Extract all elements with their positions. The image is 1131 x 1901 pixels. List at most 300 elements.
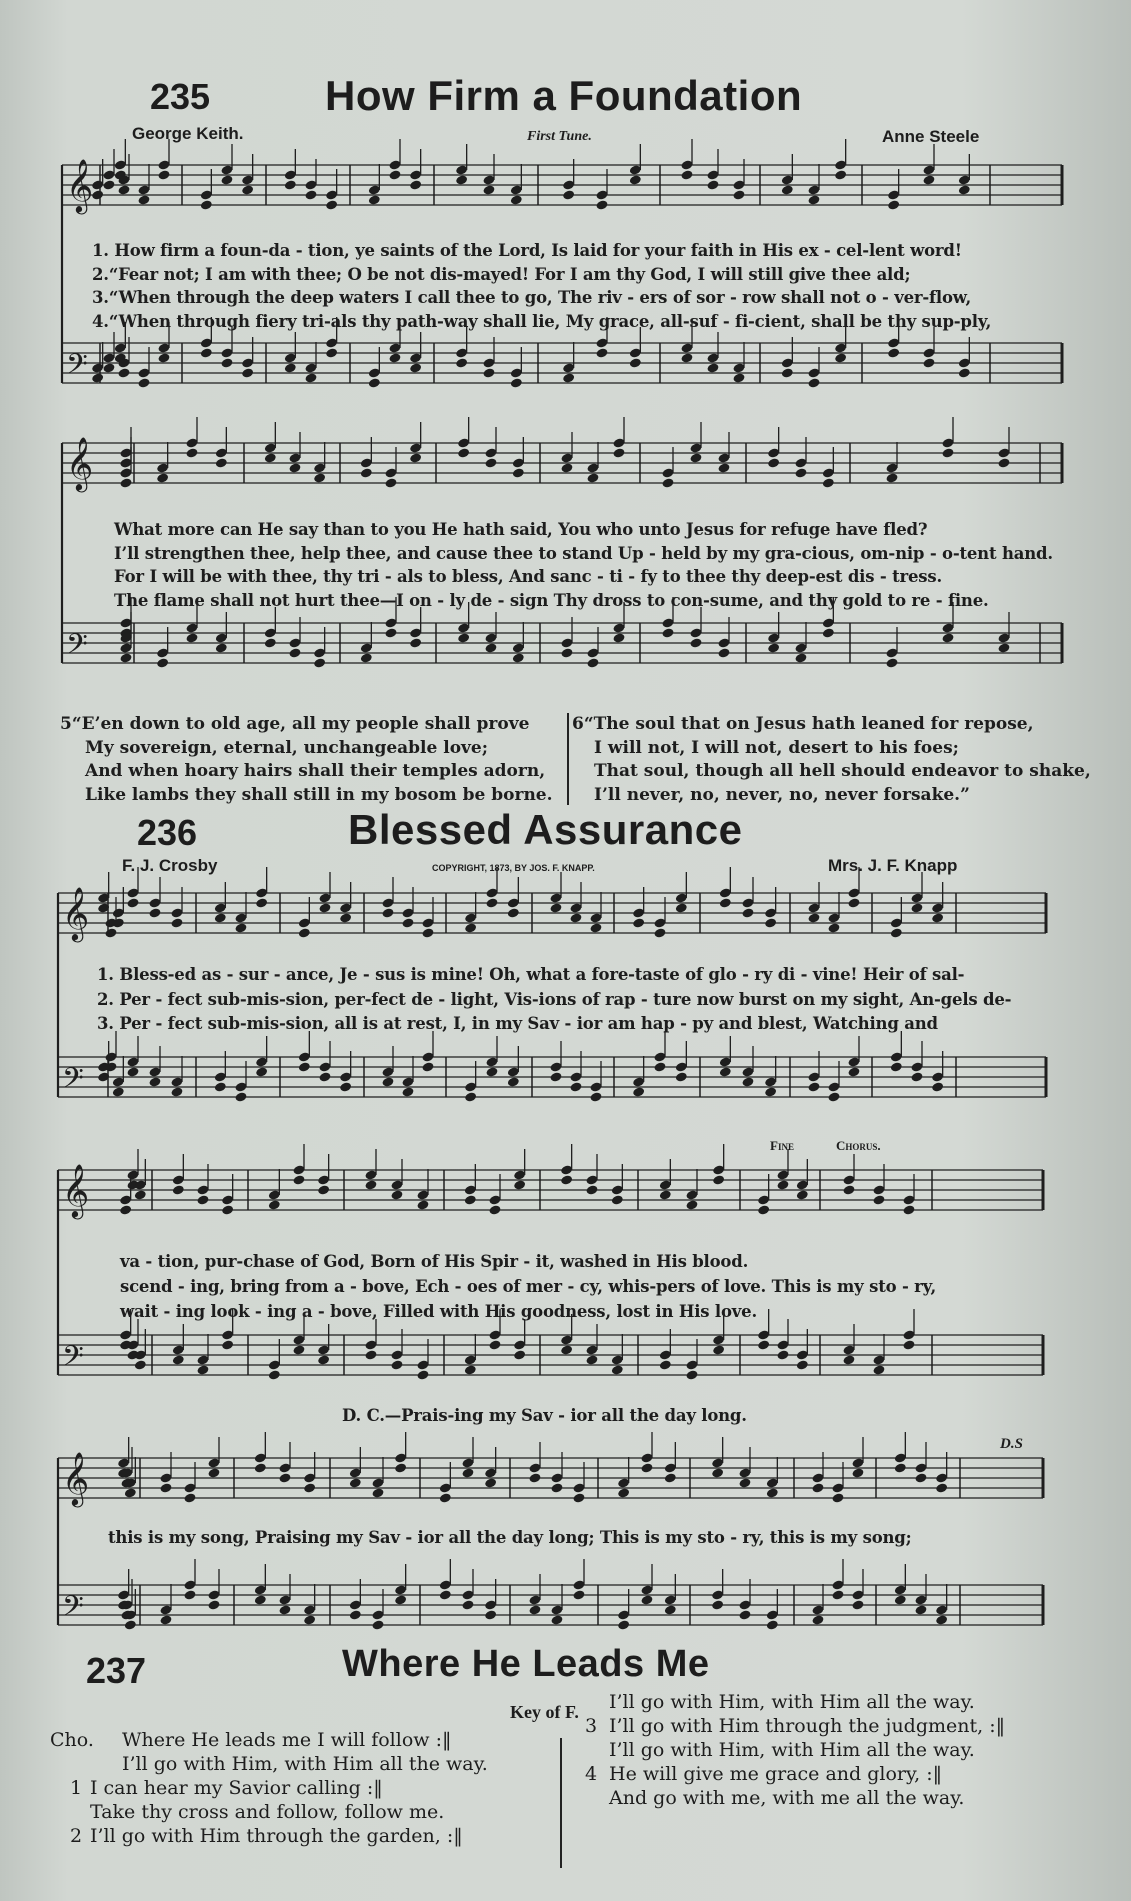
hymn-number: 236 — [137, 812, 198, 853]
note-head — [842, 1184, 855, 1195]
verse-divider — [567, 713, 569, 805]
note-head — [183, 1492, 196, 1503]
lyric-line: 1. Bless-ed as - sur - ance, Je - sus is mine! Oh, what a fore-taste of glo - ry di - vine! Heir of sal- — [97, 965, 965, 984]
note-head — [680, 352, 693, 363]
note-head — [214, 912, 227, 923]
note-head — [732, 189, 745, 200]
note-head — [685, 1369, 698, 1380]
lyric-line: 2.“Fear not; I am with thee; O be not dis-mayed! For I am thy God, I will still give thee ald; — [92, 264, 911, 284]
note-head — [482, 367, 495, 378]
note-head — [640, 1594, 653, 1605]
note-head — [339, 912, 352, 923]
note-head — [885, 472, 898, 483]
lyric-line: 4.“When through fiery tri-als thy path-way shall lie, My grace, all-suf - fi-cient, shall be thy sup-ply, — [92, 311, 992, 331]
note-head — [887, 199, 900, 210]
verse-block — [50, 1824, 488, 1848]
note-head — [675, 902, 688, 913]
verse-6-line: That soul, though all hell should endeavor to shake, — [594, 761, 1091, 781]
note-head — [885, 657, 898, 668]
note-head — [781, 184, 794, 195]
note-head — [712, 1174, 725, 1185]
note-head — [807, 912, 820, 923]
note-head — [292, 1174, 305, 1185]
note-head — [711, 1599, 724, 1610]
note-head — [585, 1184, 598, 1195]
note-head — [409, 362, 422, 373]
note-head — [390, 1359, 403, 1370]
note-head — [827, 922, 840, 933]
note-head — [200, 199, 213, 210]
column-divider — [560, 1738, 562, 1868]
note-head — [390, 1189, 403, 1200]
note-head — [914, 1472, 927, 1483]
note-head — [941, 447, 954, 458]
note-head — [148, 1076, 161, 1087]
note-head — [364, 1349, 377, 1360]
note-head — [303, 1482, 316, 1493]
note-head — [325, 347, 338, 358]
note-head — [595, 199, 608, 210]
lyric-line: scend - ing, bring from a - bove, Ech - oes of mer - cy, whis-pers of love. This is my sto - ry, — [120, 1277, 937, 1296]
verse-6-line: I’ll never, no, never, no, never forsake.” — [594, 784, 970, 805]
key-signature-note: Key of F. — [510, 1702, 579, 1722]
note-head — [706, 179, 719, 190]
note-head — [457, 447, 470, 458]
note-head — [484, 457, 497, 468]
note-head — [922, 357, 935, 368]
note-head — [185, 632, 198, 643]
treble-clef: 𝄞 — [62, 886, 90, 940]
note-head — [640, 1462, 653, 1473]
note-head — [464, 922, 477, 933]
note-head — [834, 169, 847, 180]
note-head — [997, 642, 1010, 653]
note-head — [831, 1492, 844, 1503]
note-head — [560, 1174, 573, 1185]
note-head — [159, 1482, 172, 1493]
note-head — [612, 447, 625, 458]
note-head — [831, 1589, 844, 1600]
note-head — [661, 477, 674, 488]
note-head — [507, 1076, 520, 1087]
note-head — [157, 352, 170, 363]
note-head — [409, 179, 422, 190]
note-head — [586, 657, 599, 668]
note-head — [339, 1081, 352, 1092]
note-head — [124, 1487, 137, 1498]
note-head — [394, 1462, 407, 1473]
note-head — [156, 472, 169, 483]
note-head — [214, 1081, 227, 1092]
note-head — [381, 1076, 394, 1087]
note-head — [767, 457, 780, 468]
note-head — [124, 1619, 137, 1630]
note-head — [872, 1194, 885, 1205]
block-label — [585, 1690, 609, 1714]
verse-5-line: And when hoary hairs shall their temples adorn, — [85, 761, 546, 781]
note-head — [741, 1076, 754, 1087]
note-head — [807, 194, 820, 205]
note-head — [255, 1066, 268, 1077]
note-head — [457, 632, 470, 643]
note-head — [318, 902, 331, 913]
note-head — [234, 1091, 247, 1102]
note-head — [569, 912, 582, 923]
note-head — [304, 372, 317, 383]
note-head — [706, 362, 719, 373]
note-head — [757, 1204, 770, 1215]
verse-block — [50, 1776, 488, 1824]
note-head — [675, 1071, 688, 1082]
note-head — [560, 647, 573, 658]
note-head — [119, 652, 132, 663]
lyric-line: I’ll go with Him, with Him all the way. — [609, 1691, 975, 1713]
note-head — [278, 1604, 291, 1615]
note-head — [887, 347, 900, 358]
note-head — [157, 169, 170, 180]
note-head — [653, 1061, 666, 1072]
note-head — [220, 357, 233, 368]
note-head — [550, 1482, 563, 1493]
block-label: 2 — [70, 1825, 83, 1847]
verse-6-line: I will not, I will not, desert to his foes; — [594, 737, 959, 758]
lyric-line: I’ll go with Him, with Him all the way. — [609, 1739, 975, 1761]
treble-clef: 𝄞 — [66, 436, 94, 490]
verse-5-line: My sovereign, eternal, unchangeable love; — [85, 737, 489, 758]
note-head — [629, 174, 642, 185]
note-head — [510, 194, 523, 205]
note-head — [914, 1604, 927, 1615]
note-head — [264, 452, 277, 463]
note-head — [221, 1339, 234, 1350]
note-head — [303, 1614, 316, 1625]
verse-block — [585, 1762, 1005, 1810]
hymn-title: Blessed Assurance — [348, 806, 743, 853]
note-head — [513, 1179, 526, 1190]
note-head — [572, 1492, 585, 1503]
note-head — [764, 917, 777, 928]
note-head — [117, 367, 130, 378]
note-head — [170, 917, 183, 928]
note-head — [872, 1364, 885, 1375]
note-head — [159, 1614, 172, 1625]
note-head — [196, 1194, 209, 1205]
note-head — [371, 1619, 384, 1630]
note-head — [510, 377, 523, 388]
note-head — [513, 1349, 526, 1360]
note-head — [388, 169, 401, 180]
lyric-line: 3. Per - fect sub-mis-sion, all is at rest, I, in my Sav - ior am hap - py and blest, Watching and — [97, 1014, 938, 1033]
note-head — [712, 1344, 725, 1355]
hymn236-system2-lyrics — [120, 1249, 936, 1324]
note-head — [170, 1086, 183, 1097]
note-head — [560, 1344, 573, 1355]
note-head — [617, 1619, 630, 1630]
note-head — [482, 184, 495, 195]
note-head — [439, 1589, 452, 1600]
note-head — [207, 1467, 220, 1478]
note-head — [549, 1071, 562, 1082]
note-head — [689, 637, 702, 648]
treble-clef: 𝄞 — [66, 158, 94, 212]
lyric-line: He will give me grace and glory, :‖ — [609, 1763, 943, 1785]
note-head — [572, 1589, 585, 1600]
note-head — [661, 627, 674, 638]
note-head — [659, 1189, 672, 1200]
note-head — [464, 1364, 477, 1375]
lyric-line: And go with me, with me all the way. — [609, 1787, 965, 1809]
lyric-line: I’ll go with Him through the garden, :‖ — [90, 1825, 463, 1847]
note-head — [207, 1599, 220, 1610]
note-head — [254, 1594, 267, 1605]
composer-credit: Mrs. J. F. Knapp — [828, 856, 958, 875]
note-head — [384, 627, 397, 638]
verse-6-line: 6“The soul that on Jesus hath leaned for repose, — [572, 714, 1034, 734]
note-head — [586, 472, 599, 483]
note-head — [298, 1061, 311, 1072]
note-head — [764, 1086, 777, 1097]
note-head — [119, 1204, 132, 1215]
note-head — [401, 917, 414, 928]
verse-6 — [572, 713, 1091, 807]
note-head — [464, 1091, 477, 1102]
note-head — [384, 477, 397, 488]
note-head — [220, 174, 233, 185]
note-head — [741, 907, 754, 918]
note-head — [126, 1066, 139, 1077]
note-head — [528, 1472, 541, 1483]
note-head — [997, 457, 1010, 468]
note-head — [388, 352, 401, 363]
note-head — [569, 1081, 582, 1092]
verse-block — [585, 1714, 1005, 1762]
note-head — [284, 179, 297, 190]
note-head — [822, 477, 835, 488]
note-head — [241, 184, 254, 195]
note-head — [455, 357, 468, 368]
note-head — [221, 1204, 234, 1215]
note-head — [717, 462, 730, 473]
note-head — [156, 657, 169, 668]
hymn235-system2-lyrics — [114, 518, 1053, 612]
lyric-line: 3.“When through the deep waters I call thee to go, The riv - ers of sor - row shall not o - ver-flow, — [92, 288, 972, 307]
note-head — [664, 1604, 677, 1615]
note-head — [935, 1482, 948, 1493]
note-head — [664, 1472, 677, 1483]
note-head — [711, 1467, 724, 1478]
note-head — [589, 922, 602, 933]
note-head — [958, 367, 971, 378]
note-head — [134, 1359, 147, 1370]
note-head — [421, 927, 434, 938]
note-head — [851, 1599, 864, 1610]
note-head — [807, 1081, 820, 1092]
note-head — [847, 897, 860, 908]
note-head — [931, 912, 944, 923]
ds-marking: D.S — [1000, 1436, 1023, 1452]
note-head — [851, 1467, 864, 1478]
note-head — [409, 452, 422, 463]
note-head — [117, 184, 130, 195]
note-head — [549, 902, 562, 913]
note-head — [611, 1364, 624, 1375]
note-head — [827, 1091, 840, 1102]
hymn235-system1-lyrics — [92, 239, 991, 333]
dc-line: D. C.—Prais-ing my Sav - ior all the day long. — [342, 1406, 747, 1425]
note-head — [304, 189, 317, 200]
note-head — [776, 1179, 789, 1190]
note-head — [585, 1354, 598, 1365]
note-head — [91, 372, 104, 383]
block-label: 3 — [585, 1715, 598, 1737]
note-head — [278, 1472, 291, 1483]
note-head — [484, 1477, 497, 1488]
note-head — [894, 1462, 907, 1473]
note-head — [560, 462, 573, 473]
bass-clef: 𝄢 — [66, 628, 88, 668]
note-head — [488, 1204, 501, 1215]
note-head — [255, 897, 268, 908]
note-head — [834, 352, 847, 363]
note-head — [776, 1349, 789, 1360]
note-head — [794, 467, 807, 478]
lyric-line: I’ll strengthen thee, help thee, and cause thee to stand Up - held by my gra-cious, om-nip - o-tent hand. — [114, 543, 1053, 563]
note-head — [890, 927, 903, 938]
note-head — [215, 457, 228, 468]
note-head — [368, 377, 381, 388]
note-head — [890, 1061, 903, 1072]
lyric-line: I can hear my Savior calling :‖ — [90, 1777, 383, 1799]
hymn236-system3-lyrics: this is my song, Praising my Sav - ior all the day long; This is my sto - ry, this is my song; — [108, 1528, 912, 1547]
note-head — [738, 1609, 751, 1620]
note-head — [360, 652, 373, 663]
note-head — [381, 907, 394, 918]
note-head — [766, 1487, 779, 1498]
note-head — [461, 1467, 474, 1478]
note-head — [794, 652, 807, 663]
note-head — [409, 637, 422, 648]
note-head — [104, 927, 117, 938]
note-head — [629, 357, 642, 368]
hymn237-right-column — [585, 1690, 1005, 1810]
note-head — [394, 1594, 407, 1605]
note-head — [292, 1344, 305, 1355]
verse-5-line: 5“E’en down to old age, all my people shall prove — [60, 714, 530, 734]
note-head — [288, 647, 301, 658]
note-head — [589, 1091, 602, 1102]
note-head — [137, 194, 150, 205]
note-head — [507, 907, 520, 918]
note-head — [958, 184, 971, 195]
note-head — [612, 632, 625, 643]
note-head — [512, 467, 525, 478]
note-head — [264, 637, 277, 648]
note-head — [416, 1369, 429, 1380]
note-head — [484, 642, 497, 653]
note-head — [512, 652, 525, 663]
lyric-line: Take thy cross and follow, follow me. — [90, 1801, 445, 1823]
note-head — [488, 1339, 501, 1350]
note-head — [268, 1369, 281, 1380]
author-credit: F. J. Crosby — [122, 856, 218, 875]
note-head — [902, 1339, 915, 1350]
hymn-number: 237 — [86, 1650, 147, 1691]
note-head — [719, 897, 732, 908]
note-head — [941, 632, 954, 643]
note-head — [732, 372, 745, 383]
note-head — [360, 467, 373, 478]
note-head — [680, 169, 693, 180]
note-head — [935, 1614, 948, 1625]
tune-note: First Tune. — [527, 129, 592, 144]
note-head — [528, 1604, 541, 1615]
note-head — [632, 1086, 645, 1097]
note-head — [719, 1066, 732, 1077]
lyric-line: va - tion, pur-chase of God, Born of His Spir - it, washed in His blood. — [120, 1252, 749, 1271]
note-head — [484, 1609, 497, 1620]
note-head — [461, 1599, 474, 1610]
note-head — [717, 647, 730, 658]
lyric-line: I’ll go with Him through the judgment, :‖ — [609, 1715, 1006, 1737]
hymn237-left-column — [50, 1728, 488, 1848]
note-head — [137, 377, 150, 388]
note-head — [416, 1199, 429, 1210]
hymn-number: 235 — [150, 76, 211, 117]
note-head — [317, 1184, 330, 1195]
note-head — [659, 1359, 672, 1370]
block-label: 1 — [70, 1777, 83, 1799]
note-head — [611, 1194, 624, 1205]
note-head — [562, 372, 575, 383]
note-head — [172, 1354, 185, 1365]
note-head — [653, 927, 666, 938]
note-head — [464, 1194, 477, 1205]
note-head — [485, 1066, 498, 1077]
bass-clef: 𝄢 — [62, 1340, 84, 1380]
verse-block — [585, 1690, 1005, 1714]
note-head — [421, 1061, 434, 1072]
lyric-line: wait - ing look - ing a - bove, Filled with His goodness, lost in His love. — [120, 1302, 758, 1321]
note-head — [894, 1594, 907, 1605]
block-label: 4 — [585, 1763, 598, 1785]
note-head — [632, 917, 645, 928]
note-head — [550, 1614, 563, 1625]
note-head — [738, 1477, 751, 1488]
note-head — [215, 642, 228, 653]
hymn-title: How Firm a Foundation — [325, 72, 803, 119]
copyright-notice: COPYRIGHT, 1873, BY JOS. F. KNAPP. — [432, 863, 595, 873]
note-head — [102, 362, 115, 373]
note-head — [842, 1354, 855, 1365]
note-head — [185, 447, 198, 458]
note-head — [796, 1359, 809, 1370]
note-head — [910, 902, 923, 913]
note-head — [766, 1619, 779, 1630]
note-head — [796, 1189, 809, 1200]
bass-clef: 𝄢 — [62, 1590, 84, 1630]
note-head — [767, 642, 780, 653]
fine-marking: Fine — [770, 1138, 794, 1153]
bass-clef: 𝄢 — [66, 348, 88, 388]
note-head — [183, 1589, 196, 1600]
block-label: Cho. — [50, 1729, 94, 1751]
note-head — [318, 1071, 331, 1082]
lyric-line: The flame shall not hurt thee—I on - ly de - sign Thy dross to con-sume, and thy gold to re - fine. — [114, 590, 989, 610]
lyric-line: Where He leads me I will follow :‖ — [122, 1729, 452, 1751]
note-head — [196, 1364, 209, 1375]
note-head — [254, 1462, 267, 1473]
note-head — [234, 922, 247, 933]
